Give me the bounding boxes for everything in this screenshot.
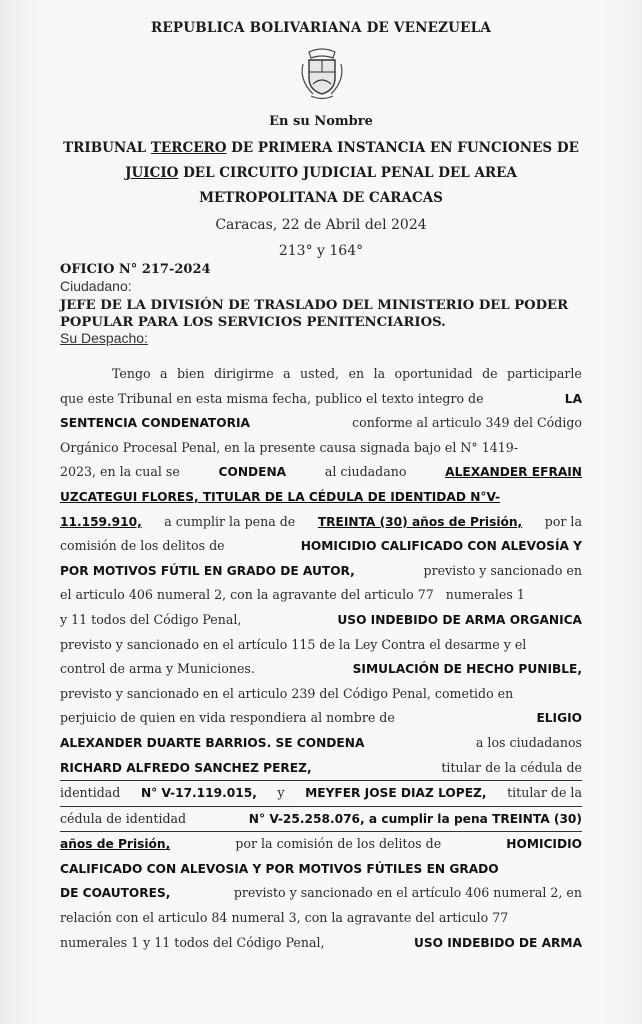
recipient-office: Su Despacho: bbox=[60, 330, 148, 346]
body-word: de bbox=[482, 366, 498, 381]
body-text: previsto y sancionado en el artículo 115 de la Ley Contra el desarme y el bbox=[60, 636, 527, 652]
body-word: bien bbox=[176, 366, 205, 381]
body-text: previsto y sancionado en el artículo 406 numeral 2, en bbox=[233, 885, 582, 901]
tribunal-heading bbox=[0, 136, 642, 211]
recipient-title-line: POPULAR PARA LOS SERVICIOS PENITENCIARIOS. bbox=[60, 315, 446, 330]
body-text: comisión de los delitos de bbox=[60, 538, 225, 554]
body-line bbox=[60, 931, 582, 956]
body-text-bold: N° V-17.119.015, bbox=[140, 786, 257, 801]
body-text: que este Tribunal en esta misma fecha, publico el texto integro de bbox=[60, 390, 484, 406]
body-line bbox=[60, 706, 582, 731]
body-text: a cumplir la pena de bbox=[164, 513, 296, 529]
body-text: al ciudadano bbox=[324, 464, 407, 480]
body-text-bold: TREINTA (30) años de Prisión, bbox=[317, 514, 523, 529]
body-text-bold: USO INDEBIDO DE ARMA bbox=[413, 935, 582, 950]
body-line bbox=[60, 362, 582, 387]
body-line bbox=[60, 436, 582, 461]
body-text-bold: MEYFER JOSE DIAZ LOPEZ, bbox=[305, 786, 487, 801]
body-text-bold: HOMICIDIO bbox=[506, 837, 582, 852]
body-word: a bbox=[160, 366, 168, 381]
body-text: perjuicio de quien en vida respondiera al nombre de bbox=[60, 710, 395, 726]
body-line bbox=[60, 387, 582, 412]
recipient-salutation: Ciudadano: bbox=[60, 278, 132, 294]
date-block bbox=[0, 212, 642, 264]
body-text: relación con el articulo 84 numeral 3, con la agravante del articulo 77 bbox=[60, 910, 509, 926]
body-line bbox=[60, 832, 582, 857]
tribunal-text: METROPOLITANA DE CARACAS bbox=[199, 190, 443, 206]
body-text: y 11 todos del Código Penal, bbox=[60, 611, 242, 627]
body-text: titular de la cédula de bbox=[441, 759, 582, 775]
body-line bbox=[60, 881, 582, 906]
body-word: participarle bbox=[507, 366, 582, 381]
body-word: en bbox=[348, 366, 365, 381]
tribunal-text: TRIBUNAL bbox=[63, 140, 151, 156]
body-text-bold: 11.159.910, bbox=[60, 514, 142, 529]
body-line bbox=[60, 411, 582, 436]
body-text-bold: UZCATEGUI FLORES, TITULAR DE LA CÉDULA DE IDENTIDAD N°V- bbox=[60, 489, 501, 504]
body-line bbox=[60, 460, 582, 485]
body-text: numerales 1 y 11 todos del Código Penal, bbox=[60, 934, 325, 950]
tribunal-text: TERCERO bbox=[150, 140, 227, 156]
body-text: a los ciudadanos bbox=[475, 734, 582, 750]
body-text-bold: CALIFICADO CON ALEVOSIA Y POR MOTIVOS FÚTILES EN GRADO bbox=[60, 861, 499, 876]
body-text-bold: ALEXANDER EFRAIN bbox=[445, 465, 582, 480]
body-line bbox=[60, 583, 582, 608]
body-word: dirigirme bbox=[214, 366, 274, 381]
body-line bbox=[60, 485, 582, 510]
body-text-bold: CONDENA bbox=[218, 465, 287, 480]
body-text: conforme al articulo 349 del Código bbox=[352, 415, 582, 431]
body-text-bold: DE COAUTORES, bbox=[60, 886, 171, 901]
body-text-bold: años de Prisión, bbox=[60, 837, 171, 852]
body-line bbox=[60, 682, 582, 707]
body-text: cédula de identidad bbox=[60, 810, 187, 826]
body-line bbox=[60, 731, 582, 756]
body-line bbox=[60, 559, 582, 584]
tribunal-text: DE PRIMERA INSTANCIA EN FUNCIONES DE bbox=[226, 140, 579, 156]
body-text-bold: SIMULACIÓN DE HECHO PUNIBLE, bbox=[352, 662, 582, 677]
recipient-title bbox=[60, 297, 590, 331]
body-line bbox=[60, 608, 582, 633]
body-line bbox=[60, 633, 582, 658]
body-text: por la bbox=[544, 513, 582, 529]
body-text: Orgánico Procesal Penal, en la presente causa signada bajo el N° 1419- bbox=[60, 439, 519, 455]
body-text: control de arma y Municiones. bbox=[60, 661, 255, 677]
body-line bbox=[60, 534, 582, 559]
tribunal-text: DEL CIRCUITO JUDICIAL PENAL DEL AREA bbox=[178, 165, 517, 181]
document-years: 213° y 164° bbox=[278, 243, 364, 259]
body-line bbox=[60, 657, 582, 682]
body-text-bold: USO INDEBIDO DE ARMA ORGANICA bbox=[337, 612, 582, 627]
body-word: la bbox=[373, 366, 386, 381]
oficio-number: OFICIO N° 217-2024 bbox=[60, 262, 211, 277]
body-text-bold: ALEXANDER DUARTE BARRIOS. SE CONDENA bbox=[60, 735, 365, 750]
body-text: previsto y sancionado en bbox=[423, 562, 582, 578]
body-word: Tengo bbox=[112, 366, 151, 381]
body-text: el articulo 406 numeral 2, con la agravante del articulo 77 numerales 1 bbox=[60, 587, 525, 603]
body-text-bold: ELIGIO bbox=[536, 711, 582, 726]
body-text-bold: POR MOTIVOS FÚTIL EN GRADO DE AUTOR, bbox=[60, 563, 355, 578]
document-date: Caracas, 22 de Abril del 2024 bbox=[215, 217, 427, 233]
recipient-title-line: JEFE DE LA DIVISIÓN DE TRASLADO DEL MINISTERIO DEL PODER bbox=[60, 298, 569, 313]
body-line bbox=[60, 857, 582, 882]
body-word: usted, bbox=[300, 366, 340, 381]
tribunal-text: JUICIO bbox=[125, 165, 179, 181]
coat-of-arms-icon bbox=[295, 44, 349, 102]
body-line bbox=[60, 906, 582, 931]
body-text-bold: N° V-25.258.076, a cumplir la pena TREINTA (30) bbox=[248, 811, 582, 826]
body-text-bold: LA bbox=[564, 391, 582, 406]
body-word: oportunidad bbox=[394, 366, 473, 381]
body-text: por la comisión de los delitos de bbox=[235, 836, 442, 852]
body-line bbox=[60, 756, 582, 782]
body-line bbox=[60, 781, 582, 807]
body-text: titular de la bbox=[507, 785, 582, 801]
body-text-bold: SENTENCIA CONDENATORIA bbox=[60, 416, 250, 431]
country-heading: REPUBLICA BOLIVARIANA DE VENEZUELA bbox=[151, 20, 491, 36]
body-text: y bbox=[277, 785, 285, 801]
body-text: 2023, en la cual se bbox=[60, 464, 180, 480]
body-text-bold: HOMICIDIO CALIFICADO CON ALEVOSÍA Y bbox=[300, 539, 582, 554]
letter-body bbox=[60, 362, 582, 955]
body-line bbox=[60, 807, 582, 833]
body-text: identidad bbox=[60, 785, 121, 801]
invocation-line: En su Nombre bbox=[269, 114, 373, 129]
body-word: a bbox=[283, 366, 291, 381]
body-line bbox=[60, 510, 582, 535]
body-text: previsto y sancionado en el articulo 239 del Código Penal, cometido en bbox=[60, 685, 514, 701]
body-text-bold: RICHARD ALFREDO SANCHEZ PEREZ, bbox=[60, 760, 312, 775]
